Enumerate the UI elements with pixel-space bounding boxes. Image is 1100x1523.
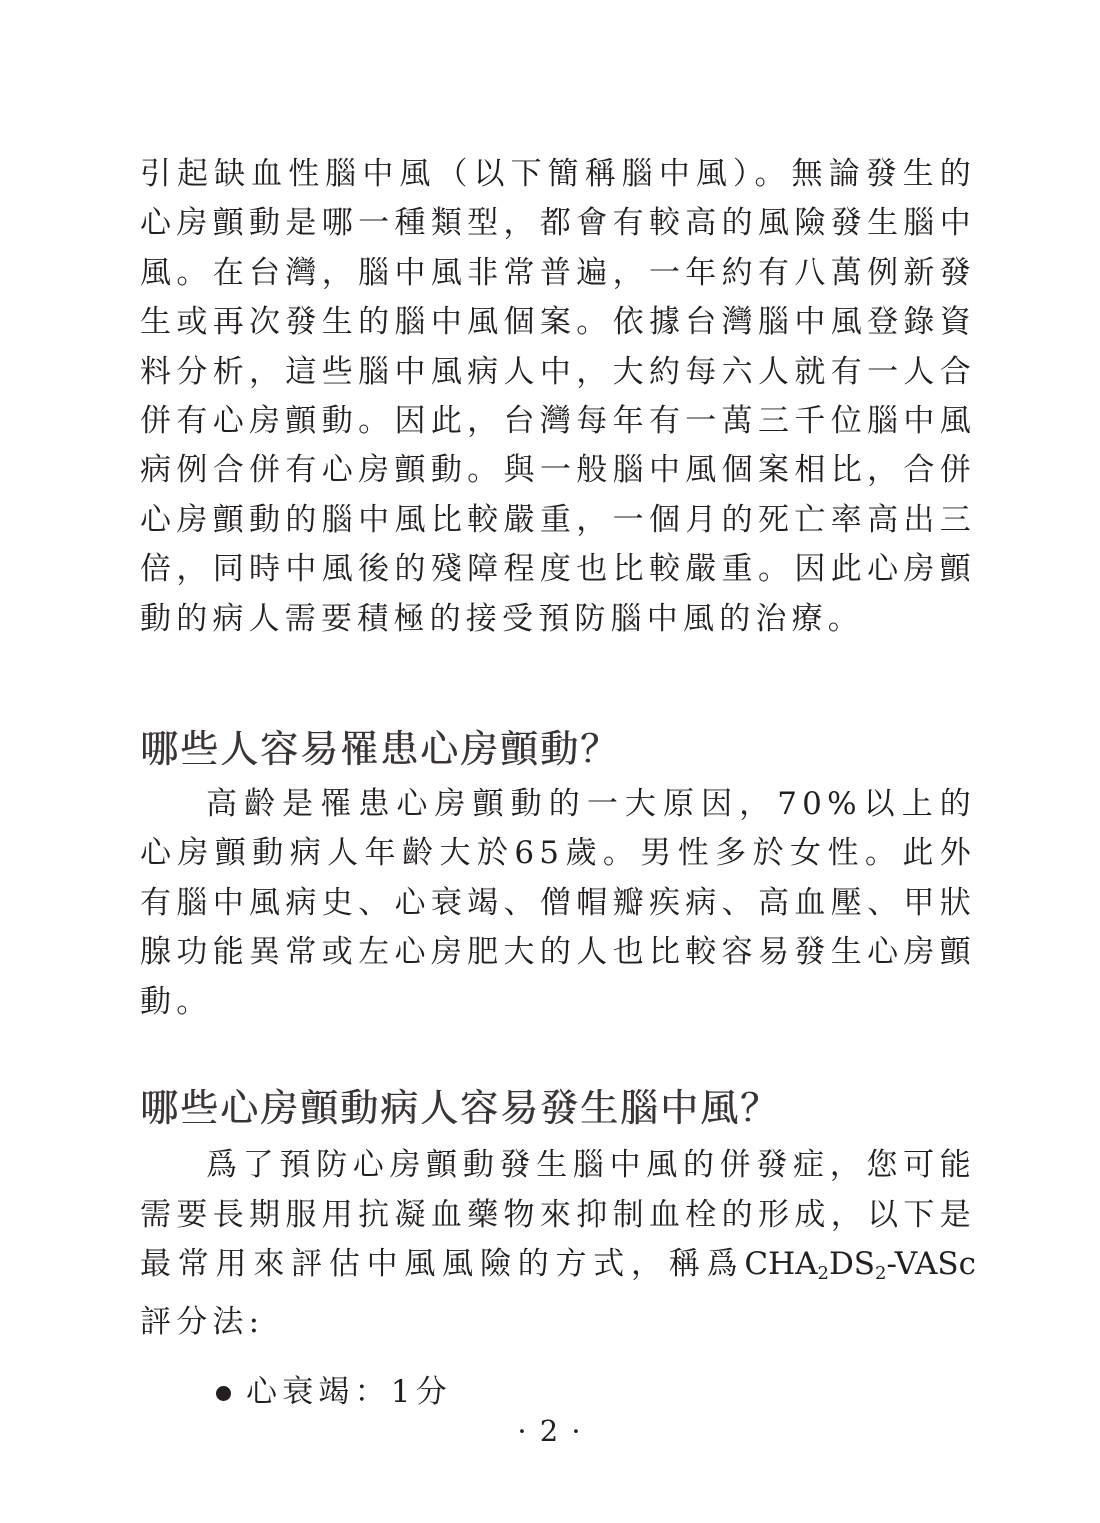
section-paragraph-risk-factors: 高齡是罹患心房顫動的一大原因，70%以上的心房顫動病人年齡大於65歲。男性多於女性。此外有腦中風病史、心衰竭、僧帽瓣疾病、高血壓、甲狀腺功能異常或左心房肥大的人也比較容易發生心房顫動。 xyxy=(140,786,976,1020)
section-heading-risk-factors: 哪些人容易罹患心房顫動？ xyxy=(140,727,621,772)
score-name-subscript1: 2 xyxy=(817,1262,829,1284)
paragraph-text-before-score: 爲了預防心房顫動發生腦中風的併發症，您可能需要長期服用抗凝血藥物來抑制血栓的形成，以下是最常用來評估中風風險的方式，稱爲 xyxy=(140,1147,976,1282)
score-name-part2: DS xyxy=(828,1245,876,1282)
page-content xyxy=(140,150,976,1417)
score-criteria-list xyxy=(140,1368,976,1417)
intro-paragraph: 引起缺血性腦中風（以下簡稱腦中風）。無論發生的心房顫動是哪一種類型，都會有較高的風險發生腦中風。在台灣，腦中風非常普遍，一年約有八萬例新發生或再次發生的腦中風個案。依據台灣腦中風登錄資料分析，這些腦中風病人中，大約每六人就有一人合併有心房顫動。因此，台灣每年有一萬三千位腦中風病例合併有心房顫動。與一般腦中風個案相比，合併心房顫動的腦中風比較嚴重，一個月的死亡率高出三倍，同時中風後的殘障程度也比較嚴重。因此心房顫動的病人需要積極的接受預防腦中風的治療。 xyxy=(140,156,976,637)
bullet-icon xyxy=(216,1386,231,1401)
section-paragraph-stroke-risk xyxy=(140,1141,976,1348)
score-name-part3: -VASc xyxy=(886,1245,976,1282)
list-item-label: 心衰竭：1分 xyxy=(246,1373,452,1410)
page-number: · 2 · xyxy=(517,1414,583,1448)
score-name xyxy=(744,1246,976,1282)
score-name-part1: CHA xyxy=(744,1245,818,1282)
paragraph-text-after-score: 評分法: xyxy=(140,1304,265,1341)
list-item xyxy=(216,1368,976,1417)
score-name-subscript2: 2 xyxy=(875,1262,887,1284)
section-heading-stroke-risk: 哪些心房顫動病人容易發生腦中風？ xyxy=(140,1086,781,1131)
